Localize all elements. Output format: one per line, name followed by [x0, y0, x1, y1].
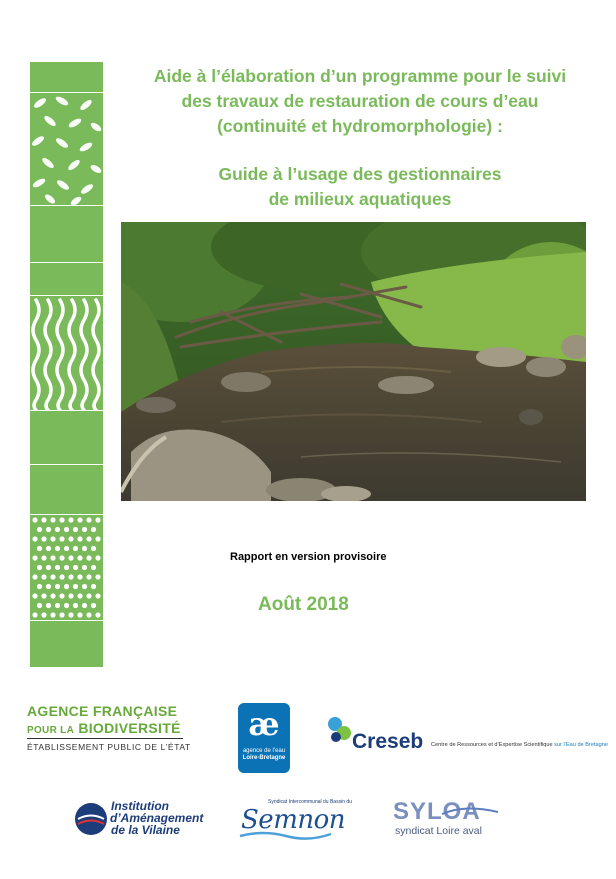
band-bottom-block [30, 621, 103, 667]
creseb-subtitle-highlight: sur l’Eau de Bretagne [554, 742, 608, 748]
band-dot-pattern [30, 515, 103, 620]
title-line-1: Aide à l’élaboration d’un programme pour le suivi [153, 66, 567, 86]
report-status: Rapport en version provisoire [230, 551, 387, 563]
creseb-subtitle [431, 742, 608, 748]
title-line-3: (continuité et hydromorphologie) : [217, 116, 503, 136]
creseb-subtitle-main: Centre de Ressources et d’Expertise Scientifique [431, 742, 555, 748]
band-middle-block-3 [30, 411, 103, 464]
afb-line-1: AGENCE FRANÇAISE [27, 703, 178, 719]
agence-eau-line-1: agence de l’eau [242, 748, 286, 754]
syloa-name: SYLOA [393, 798, 481, 825]
river-scene-image [121, 222, 586, 501]
iav-line-2: d’Aménagement [110, 811, 204, 825]
afb-line-2 [27, 720, 181, 736]
iav-globe-icon [74, 802, 108, 836]
river-photo [121, 222, 586, 501]
band-middle-block-4 [30, 465, 103, 514]
afb-line-2-small: POUR LA [27, 725, 75, 736]
creseb-swirl-icon [326, 715, 354, 745]
semnon-name: Semnon [241, 805, 345, 835]
band-wave-pattern [30, 296, 103, 410]
subtitle-line-2: de milieux aquatiques [268, 189, 452, 209]
subtitle-line-1: Guide à l’usage des gestionnaires [218, 164, 502, 184]
afb-line-2-big: BIODIVERSITÉ [78, 720, 181, 736]
report-date: Août 2018 [258, 594, 349, 615]
semnon-subtitle: Syndicat Intercommunal du Bassin du [268, 799, 352, 805]
band-top-block [30, 62, 103, 92]
syloa-swoosh-icon [440, 804, 500, 818]
creseb-name: Creseb [352, 730, 424, 753]
agence-eau-line-2: Loire-Bretagne [242, 755, 286, 761]
band-middle-block-1 [30, 206, 103, 262]
semnon-wave-icon [238, 830, 333, 842]
band-middle-block-2 [30, 263, 103, 295]
document-subtitle [130, 162, 590, 212]
iav-line-3: de la Vilaine [111, 823, 180, 837]
wave-pattern-icon [30, 296, 103, 410]
afb-divider [27, 738, 183, 739]
title-line-2: des travaux de restauration de cours d’eau [181, 91, 539, 111]
afb-line-3: ÉTABLISSEMENT PUBLIC DE L’ÉTAT [27, 742, 191, 752]
iav-line-1: Institution [111, 799, 169, 813]
syloa-subtitle: syndicat Loire aval [395, 825, 482, 837]
dot-pattern-icon [30, 515, 103, 620]
agence-eau-text [238, 748, 290, 762]
agence-eau-symbol: æ [248, 705, 280, 743]
band-leaf-pattern [30, 93, 103, 205]
leaf-pattern-icon [30, 93, 103, 205]
document-title [130, 64, 590, 139]
